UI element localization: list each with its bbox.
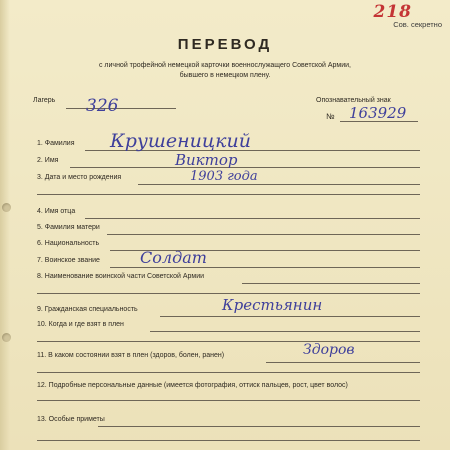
- field-value-birth: 1903 года: [190, 169, 258, 184]
- id-tag-prefix: №: [326, 112, 335, 121]
- field-line: [138, 184, 420, 185]
- field-label-surname: 1. Фамилия: [37, 140, 75, 147]
- field-label-condition: 11. В каком состоянии взят в плен (здоров, болен, ранен): [37, 352, 225, 359]
- document-subtitle-line2: бывшего в немецком плену.: [179, 72, 271, 79]
- secrecy-label: Сов. секретно: [393, 20, 442, 29]
- field-label-captured: 10. Когда и где взят в плен: [37, 321, 124, 328]
- archive-number: 218: [373, 2, 412, 22]
- field-label-unit: 8. Наименование воинской части Советской Армии: [37, 273, 205, 280]
- punch-hole: [2, 333, 11, 342]
- camp-label: Лагерь: [33, 97, 56, 104]
- field-label-marks: 13. Особые приметы: [37, 416, 105, 423]
- header-stamp: [352, 4, 442, 34]
- punch-hole: [2, 203, 11, 212]
- field-line: [98, 426, 420, 427]
- id-tag-label: Опознавательный знак: [316, 97, 391, 104]
- id-tag-value: 163929: [349, 104, 407, 122]
- field-line: [85, 218, 420, 219]
- camp-value: 326: [86, 96, 119, 116]
- field-label-father: 4. Имя отца: [37, 208, 76, 215]
- field-line: [150, 331, 420, 332]
- field-label-nationality: 6. Национальность: [37, 240, 100, 247]
- field-line: [37, 372, 420, 373]
- field-line: [242, 283, 420, 284]
- field-label-rank: 7. Воинское звание: [37, 257, 100, 264]
- field-label-mother: 5. Фамилия матери: [37, 224, 100, 231]
- field-line: [37, 440, 420, 441]
- field-value-profession: Крестьянин: [222, 296, 323, 314]
- field-value-condition: Здоров: [303, 342, 355, 358]
- field-line: [37, 293, 420, 294]
- field-line: [266, 362, 420, 363]
- field-line: [70, 167, 420, 168]
- field-value-rank: Солдат: [140, 248, 207, 267]
- field-line: [107, 234, 420, 235]
- field-label-name: 2. Имя: [37, 157, 59, 164]
- field-value-surname: Крушеницкий: [110, 130, 251, 152]
- field-label-profession: 9. Гражданская специальность: [37, 306, 138, 313]
- camp-line: [66, 108, 176, 109]
- field-line: [110, 267, 420, 268]
- field-label-birth: 3. Дата и место рождения: [37, 174, 122, 181]
- field-line: [37, 341, 420, 342]
- document-title: ПЕРЕВОД: [177, 36, 273, 53]
- field-label-personal-data: 12. Подробные персональные данные (имеется фотография, оттиск пальцев, рост, цвет волос): [37, 382, 348, 389]
- field-line: [160, 316, 420, 317]
- document-subtitle-line1: с личной трофейной немецкой карточки военнослужащего Советской Армии,: [98, 62, 352, 69]
- field-line: [37, 194, 420, 195]
- field-line: [37, 400, 420, 401]
- field-value-name: Виктор: [175, 151, 238, 169]
